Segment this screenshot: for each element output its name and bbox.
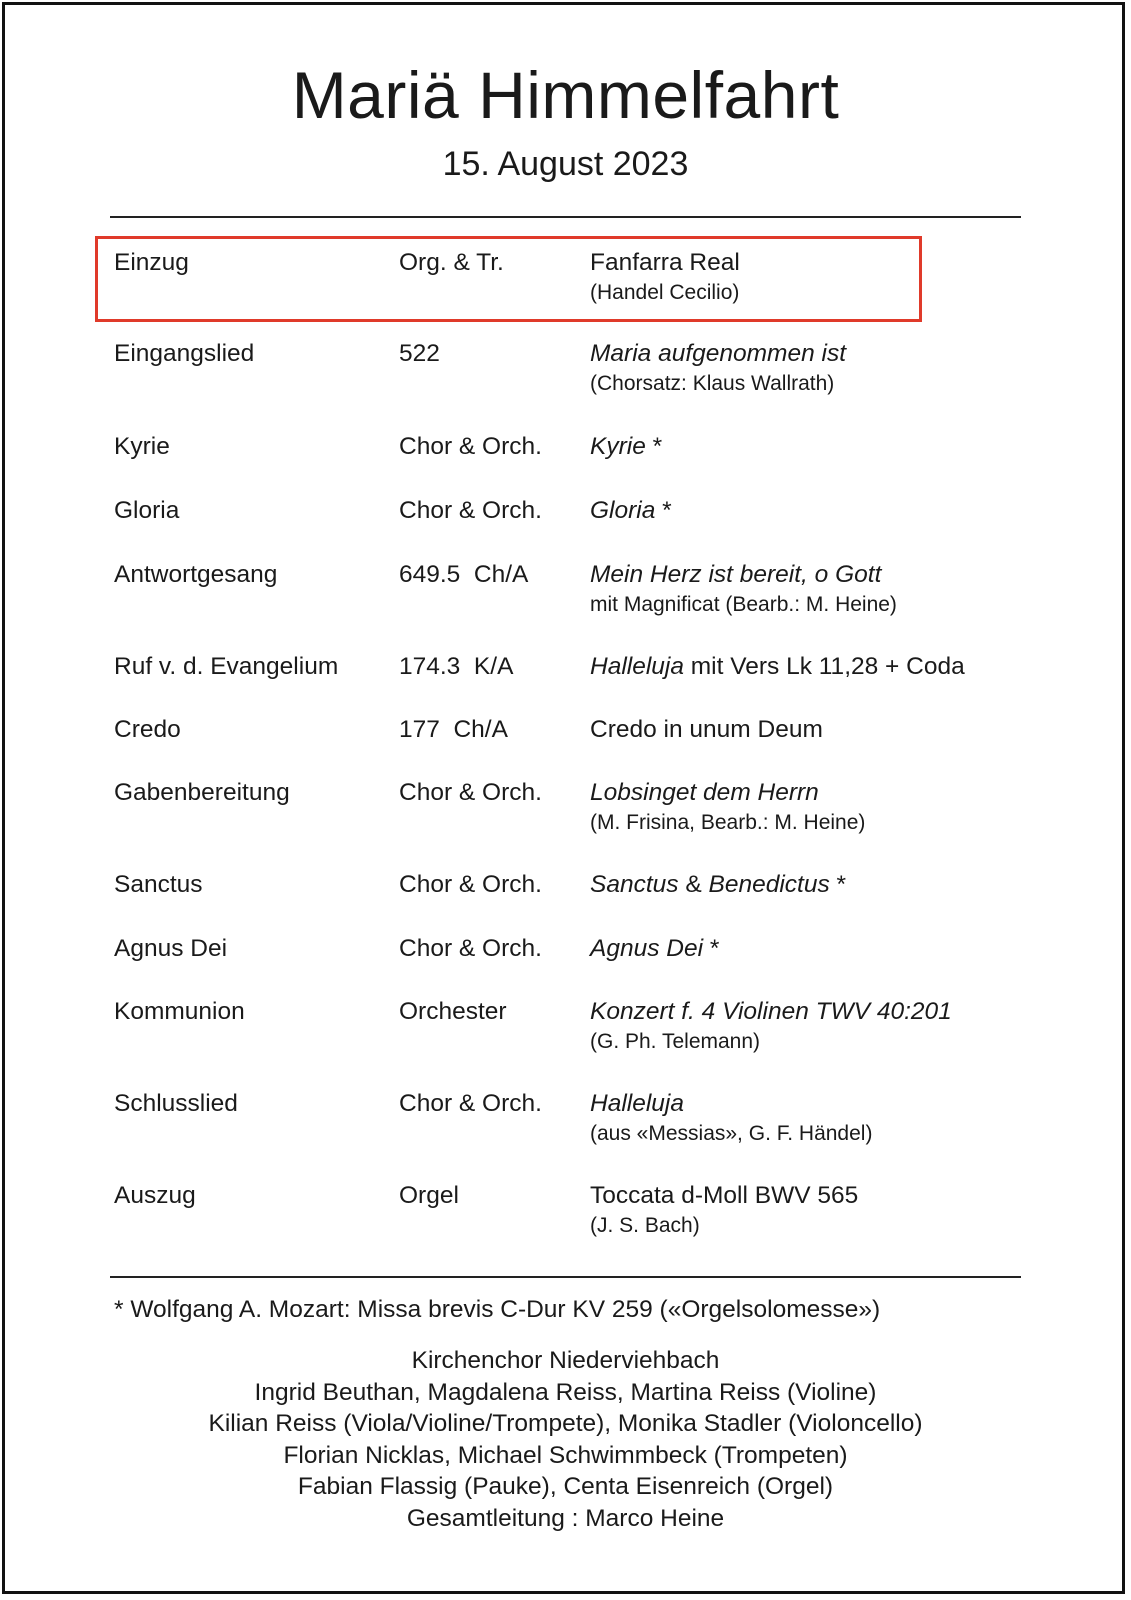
performer-label: Org. & Tr. bbox=[399, 249, 504, 276]
piece-note: (G. Ph. Telemann) bbox=[590, 1030, 761, 1053]
piece-suffix: * bbox=[703, 935, 720, 962]
credit-choir: Kirchenchor Niederviehbach bbox=[411, 1347, 720, 1374]
part-label: Auszug bbox=[114, 1182, 196, 1209]
part-label: Antwortgesang bbox=[114, 561, 278, 588]
performer-label: Chor & Orch. bbox=[399, 1090, 542, 1117]
performer-label: Chor & Orch. bbox=[399, 433, 542, 460]
credit-viola-cello: Kilian Reiss (Viola/Violine/Trompete), Monika Stadler (Violoncello) bbox=[208, 1410, 923, 1437]
piece-title: Agnus Dei bbox=[590, 935, 704, 962]
credit-timpani-organ: Fabian Flassig (Pauke), Centa Eisenreich (Orgel) bbox=[297, 1473, 834, 1500]
piece-cell bbox=[590, 560, 897, 620]
part-label: Ruf v. d. Evangelium bbox=[114, 653, 339, 680]
performer-label: 174.3 K/A bbox=[399, 653, 514, 680]
footnote: * Wolfgang A. Mozart: Missa brevis C-Dur KV 259 («Orgelsolomesse») bbox=[114, 1296, 881, 1323]
performer-label: Chor & Orch. bbox=[399, 871, 542, 898]
piece-note: (aus «Messias», G. F. Händel) bbox=[590, 1122, 873, 1145]
piece-cell bbox=[590, 715, 823, 745]
piece-cell bbox=[590, 496, 672, 526]
bottom-divider bbox=[110, 1276, 1021, 1278]
part-label: Einzug bbox=[114, 249, 189, 276]
piece-title: Konzert f. 4 Violinen TWV 40:201 bbox=[590, 998, 952, 1025]
piece-cell bbox=[590, 778, 865, 838]
piece-cell bbox=[590, 870, 846, 900]
piece-title: Mein Herz ist bereit, o Gott bbox=[590, 561, 882, 588]
piece-title: Fanfarra Real bbox=[590, 249, 740, 276]
performer-label: Orchester bbox=[399, 998, 507, 1025]
event-date: 15. August 2023 bbox=[442, 145, 689, 183]
performer-label: 522 bbox=[399, 340, 440, 367]
selected-row-highlight bbox=[95, 236, 922, 322]
part-label: Sanctus bbox=[114, 871, 203, 898]
piece-cell bbox=[590, 1089, 872, 1149]
piece-title: Maria aufgenommen ist bbox=[590, 340, 847, 367]
performer-label: Chor & Orch. bbox=[399, 497, 542, 524]
piece-cell bbox=[590, 997, 952, 1057]
piece-suffix: * bbox=[645, 433, 663, 460]
credit-director: Gesamtleitung : Marco Heine bbox=[406, 1504, 725, 1532]
piece-cell bbox=[590, 432, 662, 462]
piece-cell bbox=[590, 248, 740, 308]
part-label: Agnus Dei bbox=[114, 935, 228, 962]
piece-title: Credo in unum Deum bbox=[590, 716, 823, 743]
credits bbox=[0, 1345, 1131, 1534]
part-label: Kyrie bbox=[114, 433, 170, 460]
piece-cell bbox=[590, 339, 846, 399]
piece-title: Kyrie bbox=[590, 433, 646, 460]
performer-label: 649.5 Ch/A bbox=[399, 561, 529, 588]
performer-label: 177 Ch/A bbox=[399, 716, 508, 743]
piece-title-2: Benedictus bbox=[708, 871, 830, 898]
part-label: Gloria bbox=[114, 497, 180, 524]
piece-suffix: * bbox=[829, 871, 847, 898]
page-title: Mariä Himmelfahrt bbox=[291, 58, 840, 132]
piece-joiner: & bbox=[678, 871, 709, 898]
top-divider bbox=[110, 216, 1021, 218]
piece-note: (J. S. Bach) bbox=[590, 1214, 700, 1237]
piece-cell bbox=[590, 652, 965, 682]
piece-note: (Chorsatz: Klaus Wallrath) bbox=[590, 372, 835, 395]
piece-suffix: * bbox=[655, 497, 672, 524]
piece-title: Lobsinget dem Herrn bbox=[590, 779, 819, 806]
performer-label: Chor & Orch. bbox=[399, 779, 542, 806]
part-label: Schlusslied bbox=[114, 1090, 238, 1117]
piece-title: Gloria bbox=[590, 497, 656, 524]
part-label: Gabenbereitung bbox=[114, 779, 290, 806]
piece-title: Halleluja bbox=[590, 1090, 684, 1117]
piece-note: (M. Frisina, Bearb.: M. Heine) bbox=[590, 811, 866, 834]
credit-trumpets: Florian Nicklas, Michael Schwimmbeck (Trompeten) bbox=[283, 1441, 848, 1469]
piece-title: Toccata d-Moll BWV 565 bbox=[590, 1182, 859, 1209]
part-label: Eingangslied bbox=[114, 340, 255, 367]
part-label: Credo bbox=[114, 716, 181, 743]
piece-suffix: mit Vers Lk 11,28 + Coda bbox=[683, 653, 965, 680]
piece-title: Sanctus bbox=[590, 871, 679, 898]
piece-note: mit Magnificat (Bearb.: M. Heine) bbox=[590, 593, 897, 616]
part-label: Kommunion bbox=[114, 998, 245, 1025]
credit-violins: Ingrid Beuthan, Magdalena Reiss, Martina Reiss (Violine) bbox=[254, 1378, 877, 1406]
piece-note: (Handel Cecilio) bbox=[590, 281, 740, 304]
piece-title: Halleluja bbox=[590, 653, 684, 680]
piece-cell bbox=[590, 1181, 858, 1241]
performer-label: Orgel bbox=[399, 1182, 459, 1209]
piece-cell bbox=[590, 934, 719, 964]
performer-label: Chor & Orch. bbox=[399, 935, 542, 962]
